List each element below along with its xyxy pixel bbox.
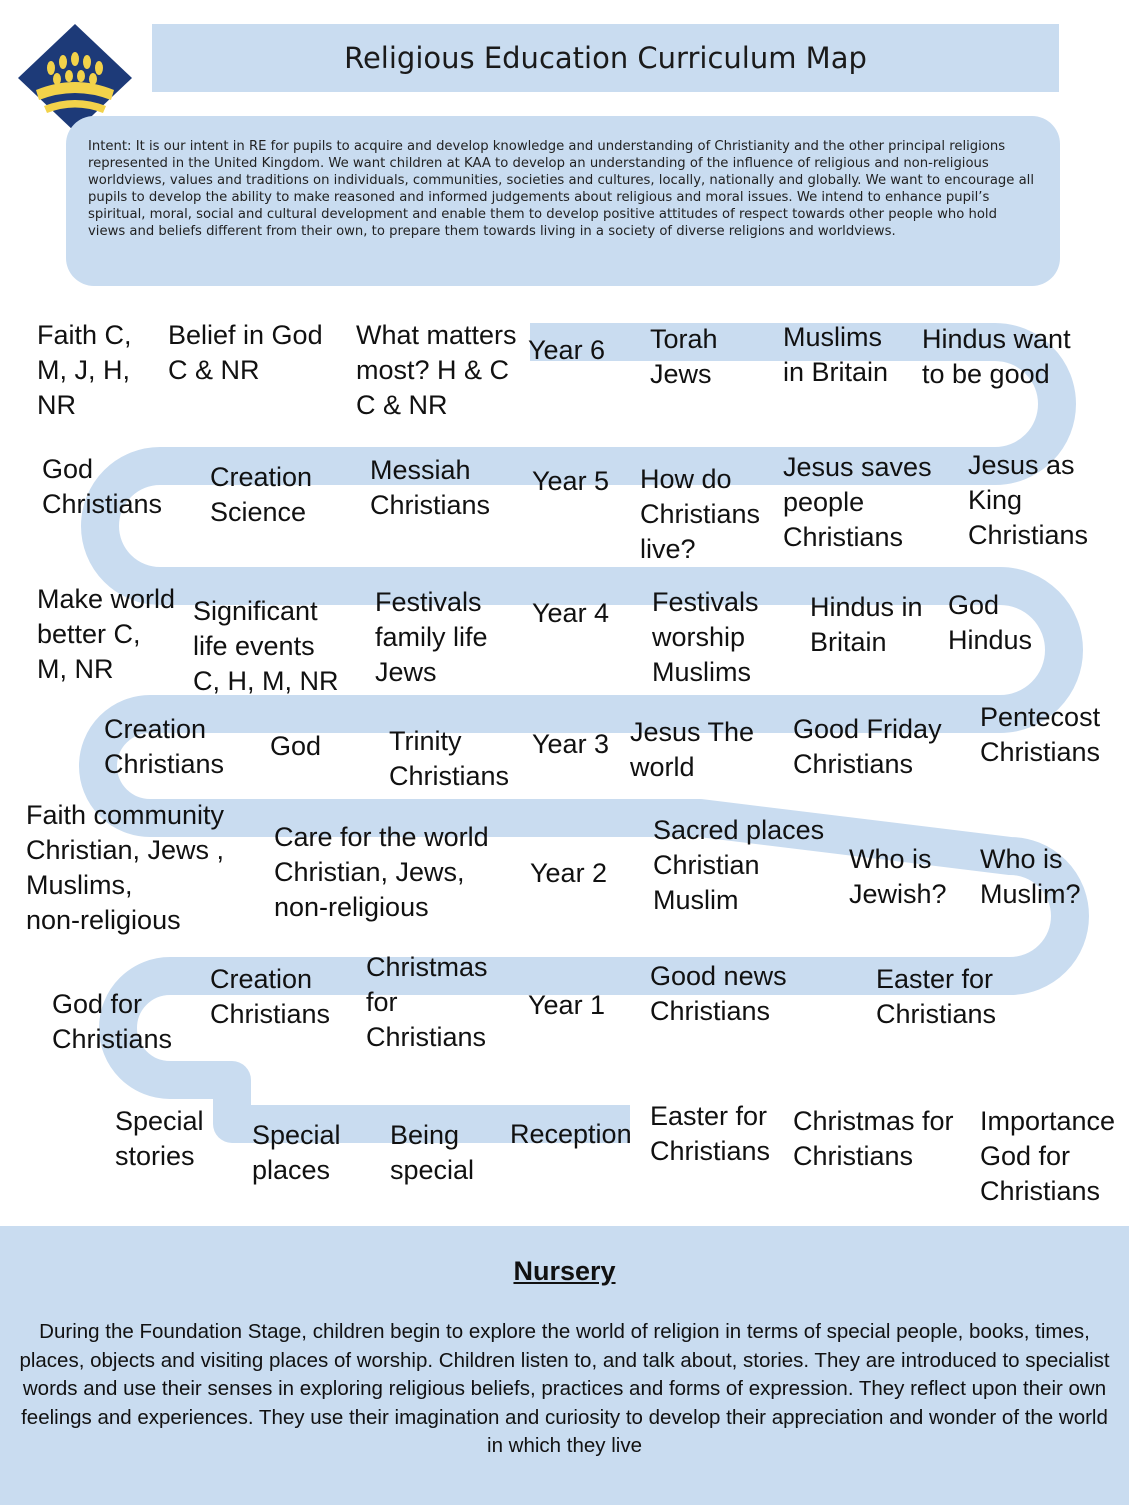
y4-festivals-family: Festivals family life Jews — [375, 587, 488, 687]
y4-significant-life-events: Significant life events C, H, M, NR — [193, 596, 339, 696]
y3-good-friday: Good Friday Christians — [793, 714, 942, 779]
y6-belief-in-god: Belief in God C & NR — [168, 320, 323, 385]
rec-christmas: Christmas for Christians — [793, 1106, 954, 1171]
y4-hindus-in-britain: Hindus in Britain — [810, 592, 923, 657]
reception-label: Reception — [510, 1119, 632, 1149]
page-title: Religious Education Curriculum Map — [344, 41, 867, 75]
y6-hindus-want-good: Hindus want to be good — [922, 324, 1071, 389]
y2-sacred-places: Sacred places Christian Muslim — [653, 815, 825, 915]
y1-christmas: Christmas for Christians — [366, 952, 488, 1052]
y5-creation: Creation Science — [210, 462, 313, 527]
y3-pentecost: Pentecost Christians — [980, 702, 1101, 767]
y2-care-for-world: Care for the world Christian, Jews, non-religious — [274, 822, 489, 922]
year-2-label: Year 2 — [530, 858, 608, 888]
y5-how-christians-live: How do Christians live? — [640, 464, 761, 564]
y3-god: God — [270, 731, 322, 761]
y1-easter: Easter for Christians — [876, 964, 997, 1029]
y1-good-news: Good news Christians — [650, 961, 787, 1026]
y5-god: God Christians — [42, 454, 163, 519]
rec-importance-god: Importance God for Christians — [980, 1106, 1116, 1206]
y4-festivals-worship: Festivals worship Muslims — [652, 587, 759, 687]
year-6-label: Year 6 — [528, 335, 606, 365]
y5-jesus-king: Jesus as King Christians — [968, 450, 1089, 550]
year-5-label: Year 5 — [532, 466, 610, 496]
y4-god-hindus: God Hindus — [948, 590, 1033, 655]
nursery-section — [0, 1226, 1129, 1505]
y2-faith-community: Faith community Christian, Jews , Muslims, non-religious — [26, 800, 225, 935]
nursery-heading: Nursery — [513, 1256, 616, 1286]
year-4-label: Year 4 — [532, 598, 610, 628]
rec-being-special: Being special — [390, 1120, 475, 1185]
y6-faith: Faith C, M, J, H, NR — [37, 320, 132, 420]
intent-label: Intent: — [88, 139, 132, 154]
y2-who-is-muslim: Who is Muslim? — [980, 844, 1081, 909]
y3-trinity: Trinity Christians — [389, 726, 510, 791]
year-1-label: Year 1 — [528, 990, 606, 1020]
nursery-text: During the Foundation Stage, children begin to explore the world of religion in terms of special people, books, times, places, objects and visiting places of worship. Children listen to, and talk about, stories. They are introduced to specialist words and use their senses in exploring religious beliefs, practices and forms of expression. They reflect upon their own feelings and experiences. They use their imagination and curiosity to develop their appreciation and wonder of the world in which they live — [19, 1320, 1110, 1457]
y3-creation: Creation Christians — [104, 714, 225, 779]
rec-special-stories: Special stories — [115, 1106, 204, 1171]
y1-creation: Creation Christians — [210, 964, 331, 1029]
y5-messiah: Messiah Christians — [370, 455, 491, 520]
rec-special-places: Special places — [252, 1120, 341, 1185]
y2-who-is-jewish: Who is Jewish? — [849, 844, 947, 909]
y3-jesus-the-world: Jesus The world — [630, 717, 755, 782]
y5-jesus-saves: Jesus saves people Christians — [783, 452, 932, 552]
y4-make-world-better: Make world better C, M, NR — [37, 584, 176, 684]
intent-box — [66, 116, 1060, 286]
y6-what-matters: What matters most? H & C C & NR — [356, 320, 517, 420]
title-band — [152, 24, 1059, 92]
year-3-label: Year 3 — [532, 729, 610, 759]
y6-torah: Torah Jews — [650, 324, 718, 389]
intent-text: It is our intent in RE for pupils to acquire and develop knowledge and understanding of Christianity and the other principal religions represented in the United Kingdom. We want children at KAA to develop an understanding of the influence of religious and non-religious worldviews, values and traditions on individuals, communities, societies and cultures, locally, nationally and globally. We want to encourage all pupils to develop the ability to make reasoned and informed judgements about religious and moral issues. We intend to enhance pupil’s spiritual, moral, social and cultural development and enable them to develop positive attitudes of respect towards other people who hold views and beliefs different from their own, to prepare them towards living in a society of diverse religions and worldviews. — [88, 139, 1035, 239]
y1-god-for-christians: God for Christians — [52, 989, 173, 1054]
rec-easter: Easter for Christians — [650, 1101, 771, 1166]
y6-muslims-in-britain: Muslims in Britain — [783, 322, 889, 387]
